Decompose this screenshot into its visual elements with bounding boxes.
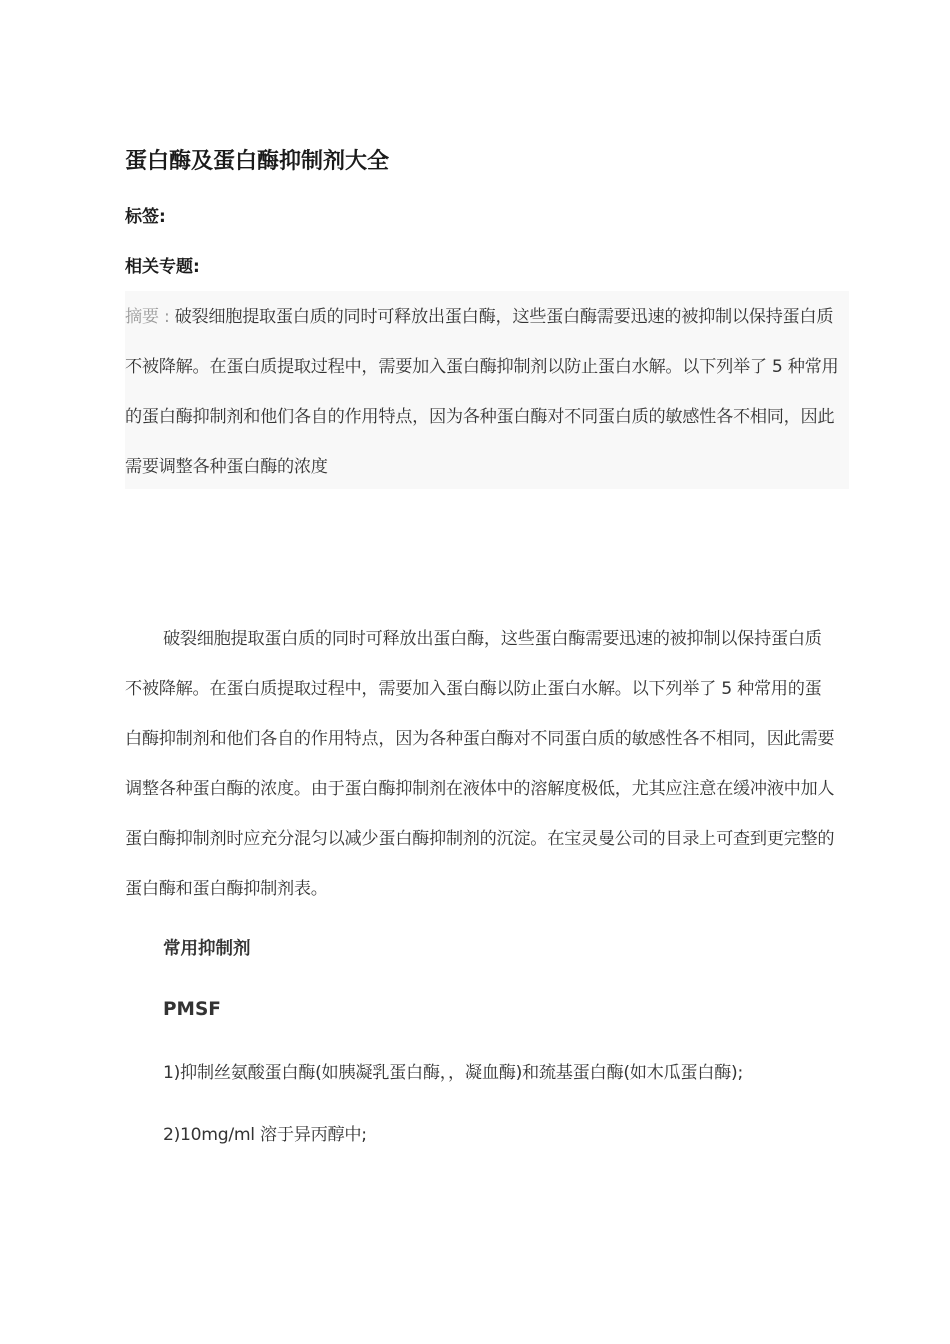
section-heading: 常用抑制剂 xyxy=(163,939,251,959)
abstract xyxy=(125,291,849,492)
list-item: 1)抑制丝氨酸蛋白酶(如胰凝乳蛋白酶，，凝血酶)和巯基蛋白酶(如木瓜蛋白酶); xyxy=(163,1063,743,1083)
related-topics-label: 相关专题: xyxy=(125,257,200,277)
page-title: 蛋白酶及蛋白酶抑制剂大全 xyxy=(125,149,390,174)
tags-label: 标签: xyxy=(125,207,166,227)
abstract-box xyxy=(125,291,849,489)
list-item: 2)10mg/ml 溶于异丙醇中; xyxy=(163,1125,367,1145)
subsection-heading: PMSF xyxy=(163,999,221,1020)
body-paragraph: 破裂细胞提取蛋白质的同时可释放出蛋白酶，这些蛋白酶需要迅速的被抑制以保持蛋白质不被降解。在蛋白质提取过程中，需要加入蛋白酶以防止蛋白水解。以下列举了 5 种常用的蛋白酶抑制剂和他们各自的作用特点，因为各种蛋白酶对不同蛋白质的敏感性各不相同，因此需要调整各种蛋白酶的浓度。由于蛋白酶抑制剂在液体中的溶解度极低，尤其应注意在缓冲液中加人蛋白酶抑制剂时应充分混匀以减少蛋白酶抑制剂的沉淀。在宝灵曼公司的目录上可查到更完整的蛋白酶和蛋白酶抑制剂表。 xyxy=(125,629,835,899)
abstract-label: 摘要 : xyxy=(125,307,175,327)
abstract-text: 破裂细胞提取蛋白质的同时可释放出蛋白酶，这些蛋白酶需要迅速的被抑制以保持蛋白质不被降解。在蛋白质提取过程中，需要加入蛋白酶抑制剂以防止蛋白水解。以下列举了 5 种常用的蛋白酶抑制剂和他们各自的作用特点，因为各种蛋白酶对不同蛋白质的敏感性各不相同，因此需要调整各种蛋白酶的浓度 xyxy=(125,307,839,477)
